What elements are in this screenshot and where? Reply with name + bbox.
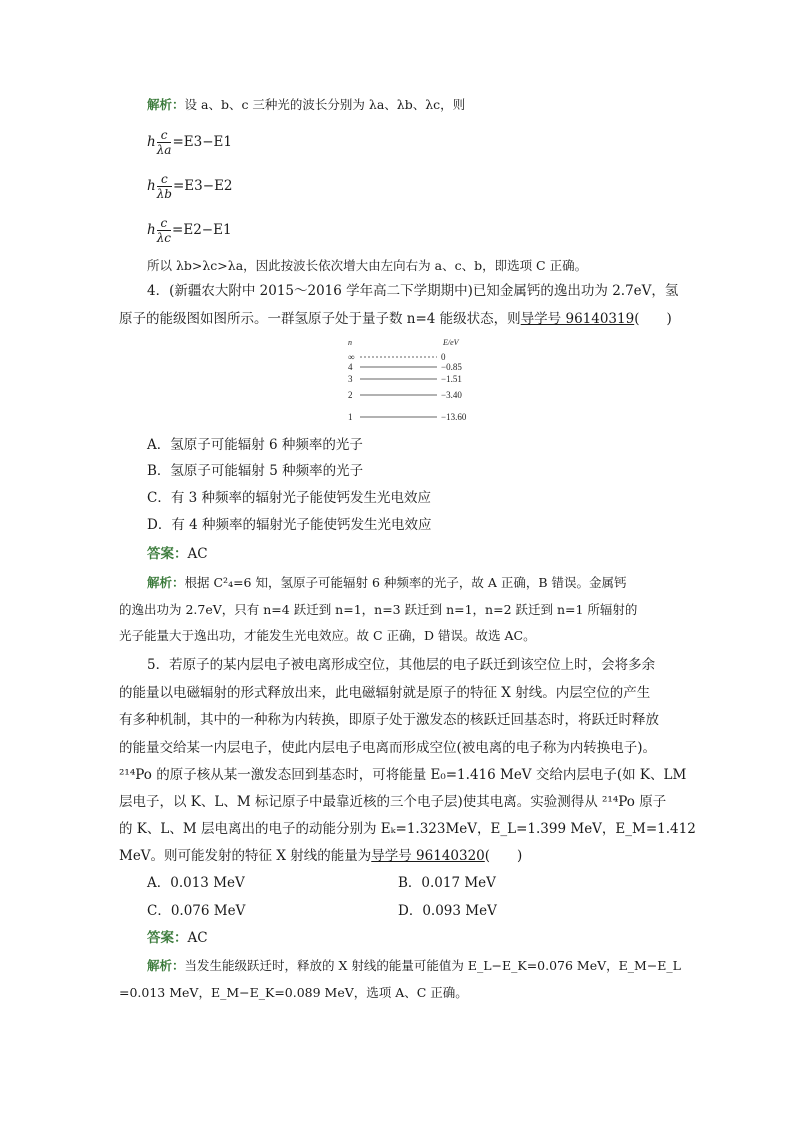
q4-analysis-line2: 的逸出功为 2.7eV，只有 n=4 跃迁到 n=1，n=3 跃迁到 n=1，n=2 跃迁到 n=1 所辐射的 <box>119 602 638 617</box>
q5-option-d[interactable]: D．0.093 MeV <box>398 903 497 919</box>
level-n-label: ∞ <box>348 352 355 362</box>
level-energy-label: −1.51 <box>441 374 462 384</box>
energy-level-diagram <box>340 336 480 426</box>
q5-option-a[interactable]: A．0.013 MeV <box>147 875 245 891</box>
q5-stem-line2: 的能量以电磁辐射的形式释放出来，此电磁辐射就是原子的特征 X 射线。内层空位的产生 <box>119 685 651 701</box>
q5-stem-line8: MeV。则可能发射的特征 X 射线的能量为导学号 96140320( ) <box>119 848 523 864</box>
guide-number-link[interactable]: 导学号 96140320 <box>371 848 485 864</box>
analysis-intro: 设 a、b、c 三种光的波长分别为 λa、λb、λc，则 <box>184 97 466 112</box>
level-energy-label: −0.85 <box>441 362 462 372</box>
level-n-label: 3 <box>348 374 353 384</box>
q5-stem-line7: 的 K、L、M 层电离出的电子的动能分别为 Eₖ=1.323MeV，E_L=1.399 MeV，E_M=1.412 <box>119 821 696 837</box>
q5-stem-line1: 5．若原子的某内层电子被电离形成空位，其他层的电子跃迁到该空位上时，会将多余 <box>147 657 656 673</box>
q4-stem-line1: 4．(新疆农大附中 2015～2016 学年高二下学期期中)已知金属钙的逸出功为 2.7eV，氢 <box>147 283 679 299</box>
q5-stem-line4: 的能量交给某一内层电子，使此内层电子电离而形成空位(被电离的电子称为内转换电子)。 <box>119 740 657 756</box>
level-n-label: 2 <box>348 390 353 400</box>
equation-1: h $\frac{c}{\lambda a}$ =E3−E1 <box>147 128 232 157</box>
equation-2: h $\frac{c}{\lambda b}$ =E3−E2 <box>147 172 233 201</box>
q5-stem-line5: ²¹⁴Po 的原子核从某一激发态回到基态时，可将能量 E₀=1.416 MeV 交给内层电子(如 K、LM <box>119 767 687 783</box>
q5-stem-line3: 有多种机制，其中的一种称为内转换，即原子处于激发态的核跃迁回基态时，将跃迁时释放 <box>119 712 659 728</box>
q4-option-d[interactable]: D．有 4 种频率的辐射光子能使钙发生光电效应 <box>147 517 432 533</box>
q5-analysis-line1: 解析：当发生能级跃迁时，释放的 X 射线的能量可能值为 E_L−E_K=0.076 MeV，E_M−E_L <box>147 958 681 973</box>
level-n-label: 4 <box>348 362 353 372</box>
analysis-intro-line <box>147 95 465 115</box>
q4-analysis-line3: 光子能量大于逸出功，才能发生光电效应。故 C 正确，D 错误。故选 AC。 <box>119 628 536 643</box>
q4-answer: 答案：AC <box>147 546 208 562</box>
q5-option-b[interactable]: B．0.017 MeV <box>398 875 496 891</box>
level-n-label: 1 <box>348 412 353 422</box>
level-energy-label: −13.60 <box>441 412 467 422</box>
equation-3: h $\frac{c}{\lambda c}$ =E2−E1 <box>147 216 232 245</box>
level-energy-label: 0 <box>441 352 446 362</box>
q4-stem-line2: 原子的能级图如图所示。一群氢原子处于量子数 n=4 能级状态，则导学号 96140319( ) <box>119 311 672 327</box>
q4-option-b[interactable]: B．氢原子可能辐射 5 种频率的光子 <box>147 463 364 479</box>
guide-number-link[interactable]: 导学号 96140319 <box>520 311 635 327</box>
level-energy-label: −3.40 <box>441 390 462 400</box>
q4-option-c[interactable]: C．有 3 种频率的辐射光子能使钙发生光电效应 <box>147 490 432 506</box>
q4-option-a[interactable]: A．氢原子可能辐射 6 种频率的光子 <box>147 437 363 453</box>
diagram-n-header: n <box>348 338 352 347</box>
q5-stem-line6: 层电子，以 K、L、M 标记原子中最靠近核的三个电子层)使其电离。实验测得从 ²¹⁴Po 原子 <box>119 794 667 810</box>
analysis-label: 解析： <box>147 97 185 112</box>
analysis-conclusion: 所以 λb>λc>λa，因此按波长依次增大由左向右为 a、c、b，即选项 C 正确。 <box>147 258 588 273</box>
q5-option-c[interactable]: C．0.076 MeV <box>147 903 246 919</box>
diagram-energy-header: E/eV <box>443 338 459 347</box>
q5-analysis-line2: =0.013 MeV，E_M−E_K=0.089 MeV，选项 A、C 正确。 <box>119 985 468 1000</box>
q4-analysis-line1: 解析：根据 C²₄=6 知，氢原子可能辐射 6 种频率的光子，故 A 正确，B 错误。金属钙 <box>147 575 627 590</box>
q5-answer: 答案：AC <box>147 930 208 946</box>
